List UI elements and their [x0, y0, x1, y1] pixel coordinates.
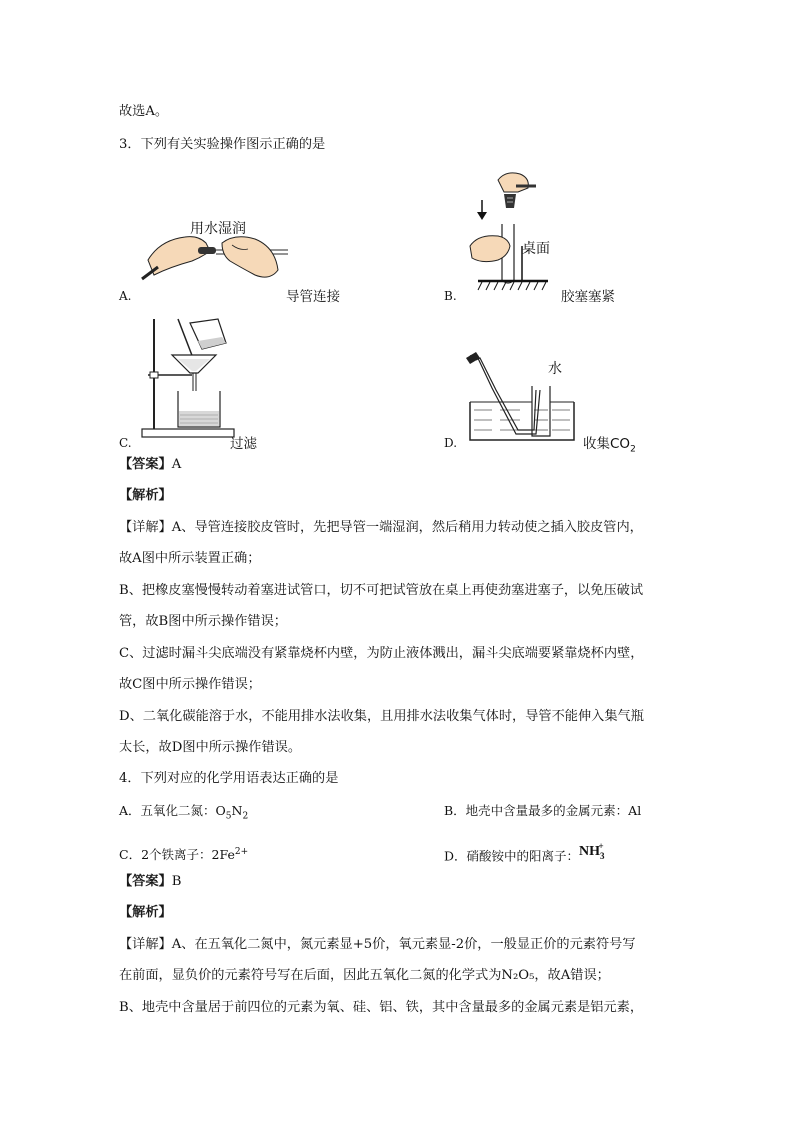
q3-detail-line: 故C图中所示操作错误；: [119, 677, 261, 692]
q4-detail-line: 【详解】A、在五氧化二氮中，氮元素显+5价，氧元素显-2价，一般显正价的元素符号写: [119, 937, 636, 952]
q4-detail-line: B、地壳中含量居于前四位的元素为氧、硅、铝、铁，其中含量最多的金属元素是铝元素，: [119, 1000, 643, 1015]
previous-conclusion: 故选A。: [119, 104, 169, 119]
q3-detail-line: 故A图中所示装置正确；: [119, 551, 261, 566]
question-3-analysis-label: 【解析】: [119, 488, 172, 503]
ammonium-formula: $NH_3^+$: [579, 841, 605, 861]
option-c-caption: 过滤: [230, 436, 257, 452]
q3-detail-line: 管，故B图中所示操作错误；: [119, 614, 287, 629]
option-d-letter: D.: [444, 436, 458, 450]
figure-d-label: 水: [548, 361, 562, 377]
q4-detail-line: 在前面，显负价的元素符号写在后面，因此五氧化二氮的化学式为N₂O₅，故A错误；: [119, 968, 610, 983]
option-a-letter: A.: [119, 289, 132, 303]
question-4-stem: 4．下列对应的化学用语表达正确的是: [119, 771, 339, 786]
q3-detail-line: 太长，故D图中所示操作错误。: [119, 740, 302, 755]
option-d-caption: 收集$CO_2$: [583, 436, 636, 455]
figure-filtration: [140, 315, 240, 440]
figure-stopper-insertion: [468, 168, 558, 294]
option-b-caption: 胶塞塞紧: [561, 289, 615, 305]
option-a-caption: 导管连接: [286, 289, 340, 305]
q3-detail-line: C、过滤时漏斗尖底端没有紧靠烧杯内壁，为防止液体溅出，漏斗尖底端要紧靠烧杯内壁，: [119, 646, 644, 661]
figure-b-label: 桌面: [522, 241, 550, 257]
q4-option-a: A．五氧化二氮：$O_5N_2$: [119, 803, 249, 822]
q3-detail-line: D、二氧化碳能溶于水，不能用排水法收集，且用排水法收集气体时，导管不能伸入集气瓶: [119, 709, 644, 724]
question-4-answer: 【答案】B: [119, 874, 182, 889]
option-b-letter: B.: [444, 289, 457, 303]
figure-a-label: 用水湿润: [190, 221, 246, 237]
option-c-letter: C.: [119, 436, 132, 450]
q3-detail-line: 【详解】A、导管连接胶皮管时，先把导管一端湿润，然后稍用力转动使之插入胶皮管内，: [119, 520, 643, 535]
q4-option-b: B．地壳中含量最多的金属元素：Al: [444, 803, 642, 818]
question-4-analysis-label: 【解析】: [119, 905, 172, 920]
question-3-stem: 3．下列有关实验操作图示正确的是: [119, 137, 326, 152]
figure-gas-collection: [462, 350, 582, 442]
question-3-answer: 【答案】A: [119, 457, 182, 472]
q3-detail-line: B、把橡皮塞慢慢转动着塞进试管口，切不可把试管放在桌上再使劲塞进塞子，以免压破试: [119, 583, 643, 598]
q4-option-d: D．硝酸铵中的阳离子：$NH_3^+$: [444, 841, 605, 864]
q4-option-c: C．2个铁离子：$2Fe^{2+}$: [119, 847, 249, 863]
